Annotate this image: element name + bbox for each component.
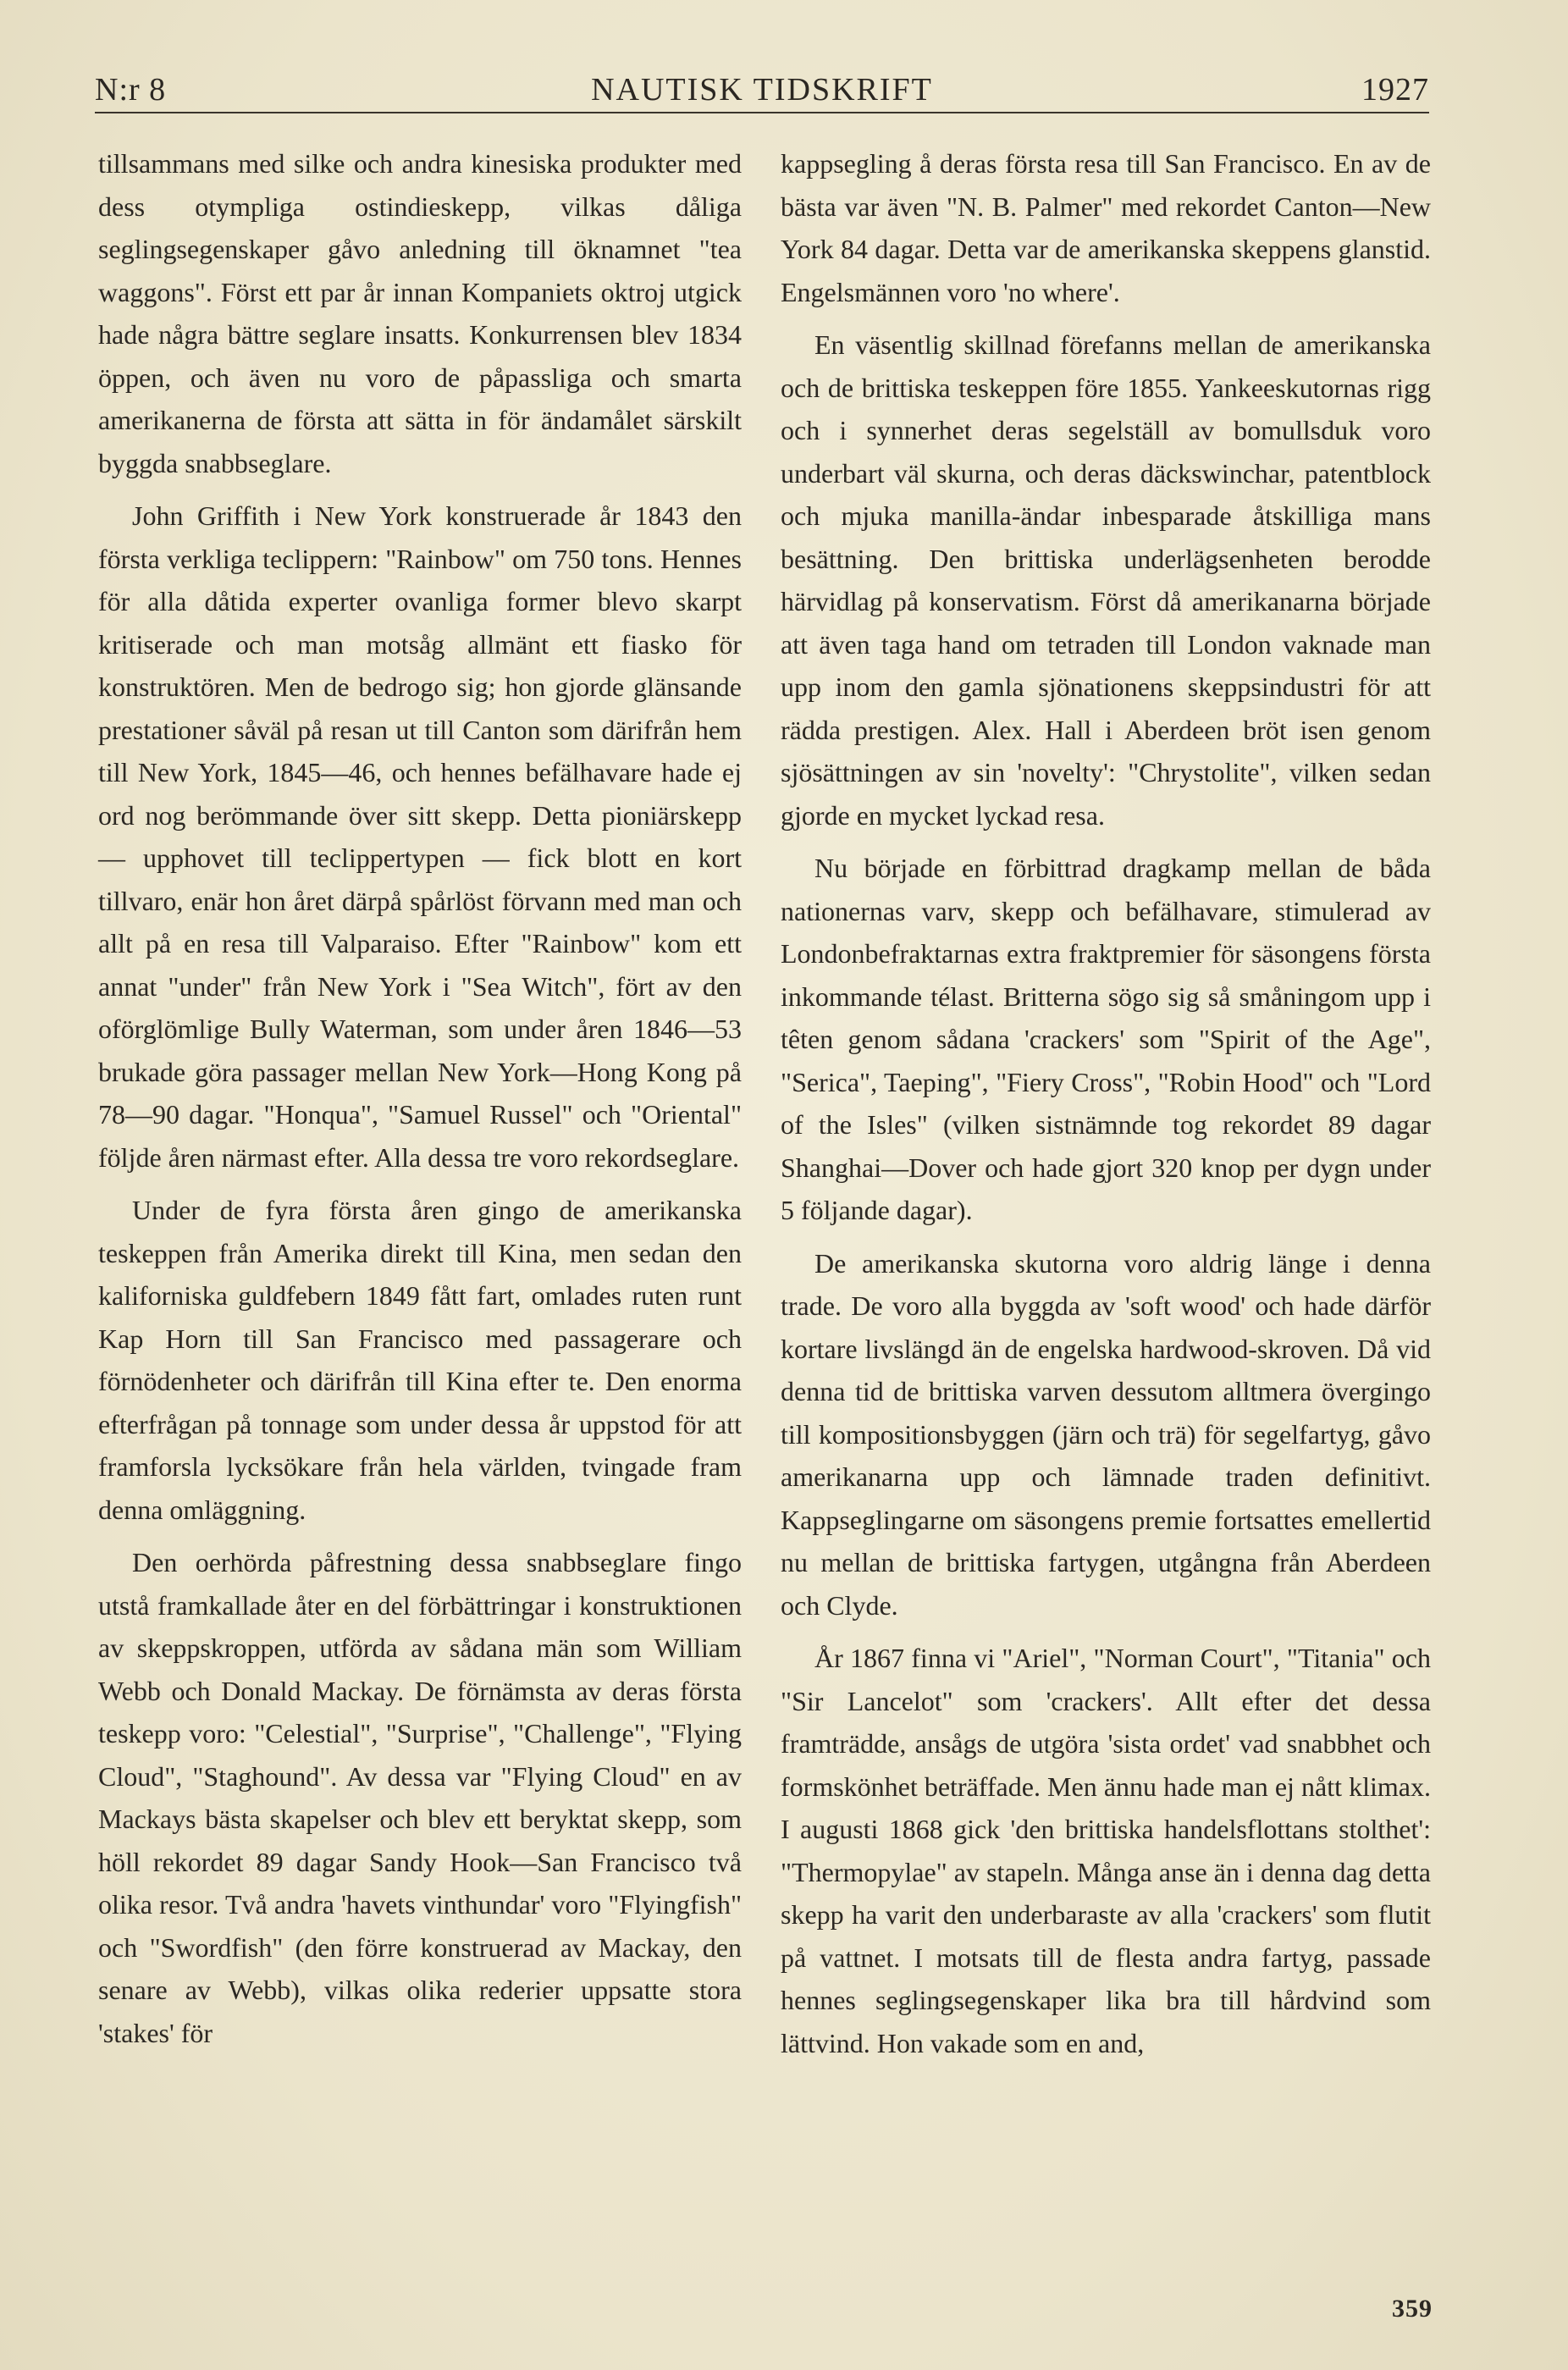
paragraph: År 1867 finna vi "Ariel", "Norman Court", "Titania" och "Sir Lancelot" som 'crackers'. Allt efter det dessa framträdde, ansågs de utgöra 'sista ordet' vad snabbhet och formskönhet beträffade. Men ännu hade man ej nått klimax. I augusti 1868 gick 'den brittiska handelsflottans stolthet': "Thermopylae" av stapeln. Många anse än i denna dag detta skepp ha varit den underbaraste av alla 'crackers' som flutit på vattnet. I motsats till de flesta andra fartyg, passade hennes seglingsegenskaper lika bra till hårdvind som lättvind. Hon vakade som en and,: [781, 1643, 1431, 2058]
paragraph: Under de fyra första åren gingo de amerikanska teskeppen från Amerika direkt till Kina, men sedan den kaliforniska guldfebern 1849 fått fart, omlades ruten runt Kap Horn till San Francisco med passagerare och förnödenheter och därifrån till Kina efter te. Den enorma efterfrågan på tonnage som under dessa år uppstod för att framforsla lycksökare från hela världen, tvingade fram denna omläggning.: [98, 1195, 742, 1525]
paragraph: kappsegling å deras första resa till San Francisco. En av de bästa var även "N. B. Palmer" med rekordet Canton—New York 84 dagar. Detta var de amerikanska skeppens glanstid. Engelsmännen voro 'no where'.: [781, 148, 1431, 307]
running-header: [95, 59, 1429, 127]
right-column: [781, 142, 1431, 2064]
paragraph: John Griffith i New York konstruerade år 1843 den första verkliga teclippern: "Rainbow" om 750 tons. Hennes för alla dåtida experter ovanliga former blevo skarpt kritiserade och man motsåg allmänt ett fiasko för konstruktören. Men de bedrogo sig; hon gjorde glänsande prestationer såväl på resan ut till Canton som därifrån hem till New York, 1845—46, och hennes befälhavare hade ej ord nog berömmande över sitt skepp. Detta pioniärskepp — upphovet till teclippertypen — fick blott en kort tillvaro, enär hon året därpå spårlöst förvann med man och allt på en resa till Valparaiso. Efter "Rainbow" kom ett annat "under" från New York i "Sea Witch", fört av den oförglömlige Bully Waterman, som under åren 1846—53 brukade göra passager mellan New York—Hong Kong på 78—90 dagar. "Honqua", "Samuel Russel" och "Oriental" följde åren närmast efter. Alla dessa tre voro rekordseglare.: [98, 500, 742, 1173]
paragraph: En väsentlig skillnad förefanns mellan de amerikanska och de brittiska teskeppen före 1855. Yankeeskutornas rigg och i synnerhet deras segelställ av bomullsduk voro underbart väl skurna, och deras däckswinchar, patentblock och mjuka manilla-ändar inbesparade åtskilliga mans besättning. Den brittiska underlägsenheten berodde härvidlag på konservatism. Först då amerikanarna började att även taga hand om tetraden till London vaknade man upp inom den gamla sjönationens skeppsindustri för att rädda prestigen. Alex. Hall i Aberdeen bröt isen genom sjösättningen av sin 'novelty': "Chrystolite", vilken sedan gjorde en mycket lyckad resa.: [781, 329, 1431, 831]
page-number: 359: [1392, 2295, 1433, 2323]
paragraph: Den oerhörda påfrestning dessa snabbseglare fingo utstå framkallade åter en del förbättringar i konstruktionen av skeppskroppen, utförda av sådana män som William Webb och Donald Mackay. De förnämsta av deras första teskepp voro: "Celestial", "Surprise", "Challenge", "Flying Cloud", "Staghound". Av dessa var "Flying Cloud" en av Mackays bästa skapelser och blev ett beryktat skepp, som höll rekordet 89 dagar Sandy Hook—San Francisco två olika resor. Två andra 'havets vinthundar' voro "Flyingfish" och "Swordfish" (den förre konstruerad av Mackay, den senare av Webb), vilkas olika rederier uppsatte stora 'stakes' för: [98, 1547, 742, 2048]
issue-number: N:r 8: [95, 72, 167, 108]
paragraph: tillsammans med silke och andra kinesiska produkter med dess otympliga ostindieskepp, vilkas dåliga seglingsegenskaper gåvo anledning till öknamnet "tea waggons". Först ett par år innan Kompaniets oktroj utgick hade några bättre seglare insatts. Konkurrensen blev 1834 öppen, och även nu voro de påpassliga och smarta amerikanerna de första att sätta in för ändamålet särskilt byggda snabbseglare.: [98, 148, 742, 478]
paragraph: Nu började en förbittrad dragkamp mellan de båda nationernas varv, skepp och befälhavare, stimulerad av Londonbefraktarnas extra fraktpremier för säsongens första inkommande télast. Britterna sögo sig så småningom upp i têten genom sådana 'crackers' som "Spirit of the Age", "Serica", Taeping", "Fiery Cross", "Robin Hood" och "Lord of the Isles" (vilken sistnämnde tog rekordet 89 dagar Shanghai—Dover och hade gjort 320 knop per dygn under 5 följande dagar).: [781, 853, 1431, 1225]
year: 1927: [1361, 72, 1429, 108]
header-rule: [95, 112, 1429, 113]
paragraph: De amerikanska skutorna voro aldrig länge i denna trade. De voro alla byggda av 'soft wood' och hade därför kortare livslängd än de engelska hardwood-skroven. Då vid denna tid de brittiska varven dessutom alltmera övergingo till kompositionsbyggen (järn och trä) för segelfartyg, gåvo amerikanarna upp och lämnade traden definitivt. Kappseglingarne om säsongens premie fortsattes emellertid nu mellan de brittiska fartygen, utgångna från Aberdeen och Clyde.: [781, 1247, 1431, 1621]
journal-title: NAUTISK TIDSKRIFT: [591, 72, 933, 108]
left-column: [98, 142, 742, 2054]
